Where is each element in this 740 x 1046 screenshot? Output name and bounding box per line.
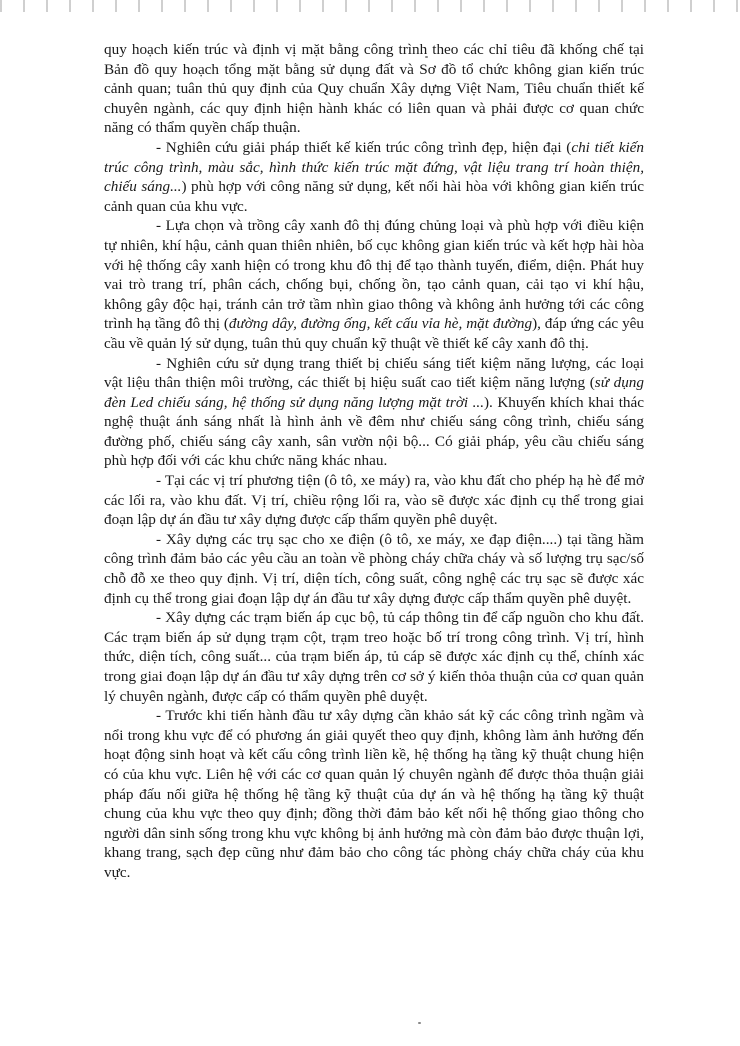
text-run: - Xây dựng các trạm biến áp cục bộ, tủ cáp thông tin để cấp nguồn cho khu đất. Các trạm biến áp sử dụng trạm cột, trạm treo hoặc bố trí trong công trình. Vị trí, hình thức, diện tích, công suất... của trạm biến áp, tủ cáp sẽ được xác định cụ thể, chính xác trong giai đoạn lập dự án đầu tư xây dựng trên cơ sở ý kiến thỏa thuận của cơ quan quản lý chuyên ngành, được cấp có thẩm quyền phê duyệt. (104, 609, 644, 705)
paragraph-p7 (104, 608, 644, 706)
scan-edge-artifact (0, 0, 740, 12)
text-run: - Lựa chọn và trồng cây xanh đô thị đúng chủng loại và phù hợp với điều kiện tự nhiên, khí hậu, cảnh quan thiên nhiên, bố cục không gian kiến trúc và kết hợp hài hòa với hệ thống cây xanh hiện có trong khu đô thị để tạo thành tuyến, điểm, diện. Phát huy vai trò trang trí, phân cách, chống bụi, chống ồn, tạo cảnh quan, cải tạo vi khí hậu, không gây độc hại, tránh cản trở tầm nhìn giao thông và không ảnh hưởng tới các công trình hạ tầng đô thị ( (104, 217, 644, 333)
text-run: ). Khuyến khích khai thác nghệ thuật ánh sáng nhất là hình ảnh về đêm như chiếu sáng công trình, chiếu sáng đường phố, chiếu sáng cây xanh, sân vườn nội bộ... Có giải pháp, yêu cầu chiếu sáng phù hợp đối với các khu chức năng khác nhau. (104, 393, 644, 470)
scan-speck (418, 1022, 421, 1024)
paragraph-p8 (104, 706, 644, 882)
text-run: quy hoạch kiến trúc và định vị mặt bằng công trình theo các chỉ tiêu đã khống chế tại Bản đồ quy hoạch tổng mặt bằng sử dụng đất và Sơ đồ tổ chức không gian kiến trúc cảnh quan; tuân thủ quy định của Quy chuẩn Xây dựng Việt Nam, Tiêu chuẩn thiết kế chuyên ngành, các quy định hiện hành khác có liên quan và phải được cơ quan chức năng có thẩm quyền chấp thuận. (104, 41, 644, 137)
document-page (104, 40, 644, 883)
italic-text: chi tiết kiến trúc công trình, màu sắc, hình thức kiến trúc mặt đứng, vật liệu trang trí hoàn thiện, chiếu sáng... (104, 138, 644, 196)
text-run: ), đáp ứng các yêu cầu về quản lý sử dụng, tuân thủ quy chuẩn kỹ thuật về thiết kế cây xanh đô thị. (104, 315, 644, 352)
text-run: ) phù hợp với công năng sử dụng, kết nối hài hòa với không gian kiến trúc cảnh quan của khu vực. (104, 178, 644, 215)
paragraph-p4 (104, 354, 644, 472)
italic-text: đường dây, đường ống, kết cấu vỉa hè, mặt đường (228, 315, 533, 333)
text-run: - Tại các vị trí phương tiện (ô tô, xe máy) ra, vào khu đất cho phép hạ hè để mở các lối ra, vào khu đất. Vị trí, chiều rộng lối ra, vào sẽ được xác định cụ thể trong giai đoạn lập dự án đầu tư xây dựng được cấp thẩm quyền phê duyệt. (104, 472, 644, 529)
text-run: - Nghiên cứu giải pháp thiết kế kiến trúc công trình đẹp, hiện đại ( (156, 138, 572, 156)
paragraph-p6 (104, 530, 644, 608)
text-run: - Trước khi tiến hành đầu tư xây dựng cần khảo sát kỹ các công trình ngầm và nổi trong khu vực để có phương án giải quyết theo quy định, không làm ảnh hưởng đến hoạt động sinh hoạt và kết cấu công trình liền kề, hệ thống hạ tầng kỹ thuật chung hiện có của khu vực. Liên hệ với các cơ quan quản lý chuyên ngành để được thỏa thuận giải pháp đấu nối giữa hệ thống hệ tầng kỹ thuật của dự án và hệ thống hạ tầng kỹ thuật chung của khu vực theo quy định; đồng thời đảm bảo kết nối hệ thống giao thông cho người dân sinh sống trong khu vực không bị ảnh hưởng mà còn đảm bảo được thuận lợi, khang trang, sạch đẹp cũng như đảm bảo cho công tác phòng cháy chữa cháy của khu vực. (104, 707, 644, 881)
paragraph-p1 (104, 40, 644, 138)
italic-text: sử dụng đèn Led chiếu sáng, hệ thống sử dụng năng lượng mặt trời ... (104, 374, 644, 411)
paragraph-p3 (104, 216, 644, 353)
paragraph-p5 (104, 471, 644, 530)
text-run: - Xây dựng các trụ sạc cho xe điện (ô tô, xe máy, xe đạp điện....) tại tầng hầm công trình đảm bảo các yêu cầu an toàn về phòng cháy chữa cháy và số lượng trụ sạc/số chỗ đỗ xe theo quy định. Vị trí, diện tích, công suất, công nghệ các trụ sạc sẽ được xác định cụ thể trong giai đoạn lập dự án đầu tư xây dựng được cấp thẩm quyền phê duyệt. (104, 530, 644, 607)
text-run: - Nghiên cứu sử dụng trang thiết bị chiếu sáng tiết kiệm năng lượng, các loại vật liệu thân thiện môi trường, các thiết bị hiệu suất cao tiết kiệm năng lượng ( (104, 354, 644, 392)
paragraph-p2 (104, 138, 644, 216)
